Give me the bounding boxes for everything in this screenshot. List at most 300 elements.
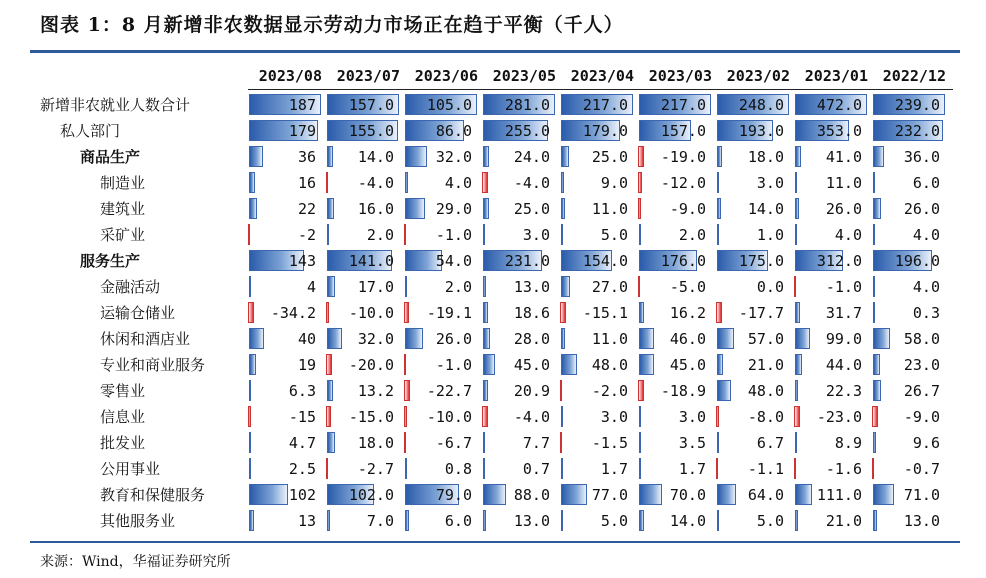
table-cell — [326, 248, 400, 274]
cell-value: 6.3 — [288, 382, 316, 400]
cell-value: 1.0 — [756, 226, 784, 244]
table-cell — [716, 456, 790, 482]
positive-data-bar — [639, 224, 641, 245]
cell-value: 41.0 — [825, 148, 862, 166]
table-cell — [404, 118, 478, 144]
cell-value: 3.5 — [678, 434, 706, 452]
cell-value: 217.0 — [660, 96, 706, 114]
positive-data-bar — [873, 432, 876, 453]
cell-value: 88.0 — [513, 486, 550, 504]
cell-value: -8.0 — [747, 408, 784, 426]
cell-value: 25.0 — [513, 200, 550, 218]
table-cell — [872, 456, 946, 482]
table-cell — [482, 222, 556, 248]
cell-value: 32.0 — [357, 330, 394, 348]
table-cell — [482, 274, 556, 300]
cell-value: 4 — [306, 278, 316, 296]
table-cell — [326, 404, 400, 430]
table-cell — [638, 248, 712, 274]
table-cell — [638, 378, 712, 404]
positive-data-bar — [561, 224, 563, 245]
cell-value: -4.0 — [357, 174, 394, 192]
cell-value: 217.0 — [582, 96, 628, 114]
table-cell — [560, 508, 634, 534]
cell-value: 24.0 — [513, 148, 550, 166]
positive-data-bar — [795, 328, 810, 349]
table-cell — [794, 404, 868, 430]
positive-data-bar — [639, 432, 641, 453]
cell-value: 79.0 — [435, 486, 472, 504]
table-cell — [248, 222, 322, 248]
table-cell — [404, 456, 478, 482]
table-cell — [404, 508, 478, 534]
positive-data-bar — [873, 198, 881, 219]
table-cell — [872, 326, 946, 352]
table-cell — [638, 326, 712, 352]
row-label: 运输仓储业 — [100, 304, 176, 322]
row-label: 休闲和酒店业 — [100, 330, 191, 348]
cell-value: 231.0 — [504, 252, 550, 270]
row-label: 批发业 — [100, 434, 146, 452]
cell-value: 6.0 — [912, 174, 940, 192]
positive-data-bar — [249, 146, 263, 167]
row-label: 其他服务业 — [100, 512, 176, 530]
cell-value: 248.0 — [738, 96, 784, 114]
table-cell — [716, 352, 790, 378]
table-cell — [872, 222, 946, 248]
negative-data-bar — [326, 302, 329, 323]
table-cell — [794, 196, 868, 222]
positive-data-bar — [639, 302, 644, 323]
table-cell — [248, 326, 322, 352]
positive-data-bar — [717, 172, 719, 193]
table-cell — [248, 248, 322, 274]
cell-value: -15 — [288, 408, 316, 426]
table-cell — [560, 300, 634, 326]
table-cell — [404, 92, 478, 118]
cell-value: 44.0 — [825, 356, 862, 374]
table-cell — [404, 352, 478, 378]
positive-data-bar — [249, 276, 251, 297]
table-cell — [248, 404, 322, 430]
cell-value: 9.0 — [600, 174, 628, 192]
cell-value: -1.0 — [435, 226, 472, 244]
positive-data-bar — [717, 380, 731, 401]
cell-value: 312.0 — [816, 252, 862, 270]
negative-data-bar — [638, 146, 644, 167]
cell-value: 23.0 — [903, 356, 940, 374]
row-label: 公用事业 — [100, 460, 161, 478]
cell-value: 36.0 — [903, 148, 940, 166]
table-cell — [560, 118, 634, 144]
cell-value: 255.0 — [504, 122, 550, 140]
row-label: 商品生产 — [80, 148, 141, 166]
positive-data-bar — [561, 172, 564, 193]
table-cell — [404, 300, 478, 326]
positive-data-bar — [795, 380, 798, 401]
positive-data-bar — [249, 510, 254, 531]
negative-data-bar — [716, 302, 722, 323]
negative-data-bar — [716, 458, 718, 479]
cell-value: 14.0 — [357, 148, 394, 166]
positive-data-bar — [873, 380, 881, 401]
cell-value: 5.0 — [600, 512, 628, 530]
negative-data-bar — [872, 458, 874, 479]
cell-value: 176.0 — [660, 252, 706, 270]
positive-data-bar — [405, 146, 427, 167]
table-cell — [716, 300, 790, 326]
table-cell — [482, 508, 556, 534]
cell-value: 14.0 — [747, 200, 784, 218]
cell-value: 22 — [297, 200, 316, 218]
positive-data-bar — [405, 510, 409, 531]
table-cell — [482, 482, 556, 508]
cell-value: 45.0 — [513, 356, 550, 374]
cell-value: -20.0 — [348, 356, 394, 374]
cell-value: 7.0 — [366, 512, 394, 530]
negative-data-bar — [638, 172, 642, 193]
cell-value: 14.0 — [669, 512, 706, 530]
table-cell — [872, 248, 946, 274]
negative-data-bar — [248, 302, 254, 323]
table-cell — [248, 482, 322, 508]
row-label: 新增非农就业人数合计 — [40, 96, 191, 114]
positive-data-bar — [795, 198, 799, 219]
table-cell — [248, 352, 322, 378]
table-cell — [482, 118, 556, 144]
cell-value: -15.1 — [582, 304, 628, 322]
table-cell — [248, 92, 322, 118]
table-cell — [560, 222, 634, 248]
table-cell — [560, 378, 634, 404]
negative-data-bar — [404, 354, 406, 375]
cell-value: 46.0 — [669, 330, 706, 348]
table-cell — [872, 92, 946, 118]
table-cell — [248, 456, 322, 482]
table-cell — [326, 222, 400, 248]
negative-data-bar — [404, 432, 406, 453]
table-cell — [248, 196, 322, 222]
table-cell — [872, 196, 946, 222]
cell-value: -18.9 — [660, 382, 706, 400]
positive-data-bar — [795, 432, 797, 453]
negative-data-bar — [404, 302, 409, 323]
positive-data-bar — [873, 172, 875, 193]
positive-data-bar — [249, 380, 251, 401]
table-cell — [794, 144, 868, 170]
table-cell — [404, 326, 478, 352]
table-cell — [716, 508, 790, 534]
positive-data-bar — [483, 484, 506, 505]
positive-data-bar — [405, 276, 407, 297]
positive-data-bar — [483, 146, 489, 167]
cell-value: 25.0 — [591, 148, 628, 166]
positive-data-bar — [873, 484, 894, 505]
table-cell — [716, 222, 790, 248]
table-cell — [404, 222, 478, 248]
positive-data-bar — [873, 510, 877, 531]
column-header: 2022/12 — [882, 67, 946, 85]
cell-value: 4.0 — [444, 174, 472, 192]
table-cell — [638, 508, 712, 534]
cell-value: 4.0 — [912, 226, 940, 244]
table-cell — [326, 326, 400, 352]
table-cell — [638, 456, 712, 482]
positive-data-bar — [717, 224, 719, 245]
positive-data-bar — [639, 510, 644, 531]
cell-value: 2.5 — [288, 460, 316, 478]
table-cell — [326, 274, 400, 300]
table-cell — [794, 456, 868, 482]
table-cell — [326, 508, 400, 534]
positive-data-bar — [483, 328, 490, 349]
positive-data-bar — [249, 198, 257, 219]
cell-value: 3.0 — [600, 408, 628, 426]
cell-value: 18.0 — [747, 148, 784, 166]
positive-data-bar — [717, 198, 721, 219]
positive-data-bar — [873, 146, 884, 167]
table-cell — [482, 144, 556, 170]
table-cell — [638, 352, 712, 378]
cell-value: 9.6 — [912, 434, 940, 452]
bottom-rule — [30, 541, 960, 543]
cell-value: 99.0 — [825, 330, 862, 348]
table-cell — [326, 482, 400, 508]
negative-data-bar — [716, 406, 719, 427]
negative-data-bar — [326, 458, 328, 479]
negative-data-bar — [404, 224, 406, 245]
positive-data-bar — [717, 432, 719, 453]
cell-value: 40 — [297, 330, 316, 348]
cell-value: 5.0 — [756, 512, 784, 530]
cell-value: 21.0 — [825, 512, 862, 530]
row-label: 专业和商业服务 — [100, 356, 206, 374]
cell-value: 105.0 — [426, 96, 472, 114]
cell-value: -4.0 — [513, 174, 550, 192]
table-cell — [560, 144, 634, 170]
positive-data-bar — [639, 354, 654, 375]
positive-data-bar — [717, 484, 736, 505]
positive-data-bar — [249, 172, 255, 193]
cell-value: 31.7 — [825, 304, 862, 322]
table-cell — [404, 248, 478, 274]
cell-value: 13.2 — [357, 382, 394, 400]
negative-data-bar — [872, 406, 878, 427]
cell-value: -12.0 — [660, 174, 706, 192]
positive-data-bar — [327, 224, 329, 245]
cell-value: 18.6 — [513, 304, 550, 322]
positive-data-bar — [795, 146, 801, 167]
table-cell — [482, 170, 556, 196]
cell-value: 2.0 — [444, 278, 472, 296]
positive-data-bar — [795, 484, 812, 505]
negative-data-bar — [638, 198, 641, 219]
cell-value: -1.6 — [825, 460, 862, 478]
positive-data-bar — [327, 432, 335, 453]
table-title: 图表 1：8 月新增非农数据显示劳动力市场正在趋于平衡（千人） — [40, 14, 624, 36]
cell-value: 175.0 — [738, 252, 784, 270]
table-cell — [248, 378, 322, 404]
positive-data-bar — [795, 354, 802, 375]
positive-data-bar — [717, 510, 719, 531]
table-cell — [872, 274, 946, 300]
column-header: 2023/07 — [336, 67, 400, 85]
cell-value: 64.0 — [747, 486, 784, 504]
column-header: 2023/06 — [414, 67, 478, 85]
table-cell — [482, 378, 556, 404]
cell-value: 3.0 — [678, 408, 706, 426]
table-cell — [872, 508, 946, 534]
table-cell — [872, 144, 946, 170]
cell-value: 19 — [297, 356, 316, 374]
table-cell — [404, 404, 478, 430]
negative-data-bar — [404, 406, 407, 427]
positive-data-bar — [249, 458, 251, 479]
cell-value: 6.7 — [756, 434, 784, 452]
table-cell — [638, 118, 712, 144]
column-header: 2023/05 — [492, 67, 556, 85]
cell-value: 3.0 — [756, 174, 784, 192]
cell-value: 17.0 — [357, 278, 394, 296]
table-cell — [326, 170, 400, 196]
positive-data-bar — [873, 276, 875, 297]
cell-value: 102.0 — [348, 486, 394, 504]
positive-data-bar — [795, 302, 800, 323]
table-cell — [404, 274, 478, 300]
table-cell — [482, 326, 556, 352]
positive-data-bar — [405, 328, 423, 349]
table-cell — [326, 118, 400, 144]
cell-value: -1.5 — [591, 434, 628, 452]
table-cell — [638, 144, 712, 170]
table-cell — [872, 430, 946, 456]
table-cell — [326, 456, 400, 482]
table-cell — [482, 404, 556, 430]
cell-value: -22.7 — [426, 382, 472, 400]
column-header: 2023/04 — [570, 67, 634, 85]
positive-data-bar — [873, 302, 875, 323]
negative-data-bar — [248, 406, 251, 427]
table-cell — [716, 118, 790, 144]
table-cell — [716, 404, 790, 430]
table-cell — [404, 196, 478, 222]
positive-data-bar — [405, 198, 425, 219]
cell-value: 58.0 — [903, 330, 940, 348]
negative-data-bar — [248, 224, 250, 245]
cell-value: -2 — [297, 226, 316, 244]
positive-data-bar — [483, 432, 485, 453]
row-label: 服务生产 — [80, 252, 141, 270]
cell-value: 21.0 — [747, 356, 784, 374]
table-cell — [248, 508, 322, 534]
cell-value: 45.0 — [669, 356, 706, 374]
cell-value: 57.0 — [747, 330, 784, 348]
cell-value: 28.0 — [513, 330, 550, 348]
cell-value: 86.0 — [435, 122, 472, 140]
positive-data-bar — [483, 380, 488, 401]
positive-data-bar — [639, 458, 641, 479]
table-cell — [794, 92, 868, 118]
negative-data-bar — [560, 302, 566, 323]
table-cell — [716, 430, 790, 456]
table-cell — [560, 430, 634, 456]
positive-data-bar — [717, 328, 734, 349]
negative-data-bar — [404, 380, 410, 401]
cell-value: 13.0 — [513, 512, 550, 530]
cell-value: 77.0 — [591, 486, 628, 504]
table-cell — [404, 170, 478, 196]
column-header: 2023/01 — [804, 67, 868, 85]
cell-value: 13.0 — [903, 512, 940, 530]
positive-data-bar — [561, 510, 563, 531]
positive-data-bar — [795, 510, 798, 531]
negative-data-bar — [326, 172, 328, 193]
cell-value: 154.0 — [582, 252, 628, 270]
table-cell — [638, 92, 712, 118]
table-cell — [482, 92, 556, 118]
table-cell — [404, 144, 478, 170]
table-cell — [326, 92, 400, 118]
cell-value: -19.0 — [660, 148, 706, 166]
cell-value: 29.0 — [435, 200, 472, 218]
table-cell — [560, 404, 634, 430]
positive-data-bar — [561, 484, 587, 505]
cell-value: -6.7 — [435, 434, 472, 452]
cell-value: 0.3 — [912, 304, 940, 322]
positive-data-bar — [561, 146, 569, 167]
cell-value: 48.0 — [591, 356, 628, 374]
table-cell — [404, 430, 478, 456]
cell-value: 5.0 — [600, 226, 628, 244]
table-cell — [716, 92, 790, 118]
table-cell — [794, 248, 868, 274]
positive-data-bar — [249, 328, 264, 349]
positive-data-bar — [483, 198, 489, 219]
table-cell — [716, 378, 790, 404]
positive-data-bar — [639, 406, 641, 427]
positive-data-bar — [717, 146, 722, 167]
cell-value: -15.0 — [348, 408, 394, 426]
table-cell — [560, 326, 634, 352]
table-cell — [638, 404, 712, 430]
cell-value: -2.7 — [357, 460, 394, 478]
cell-value: 48.0 — [747, 382, 784, 400]
positive-data-bar — [639, 484, 662, 505]
table-cell — [560, 274, 634, 300]
row-label: 制造业 — [100, 174, 146, 192]
cell-value: 8.9 — [834, 434, 862, 452]
positive-data-bar — [327, 276, 335, 297]
cell-value: 26.0 — [903, 200, 940, 218]
positive-data-bar — [327, 146, 333, 167]
table-cell — [326, 196, 400, 222]
table-cell — [872, 482, 946, 508]
positive-data-bar — [483, 224, 485, 245]
column-header: 2023/03 — [648, 67, 712, 85]
cell-value: 3.0 — [522, 226, 550, 244]
row-label: 建筑业 — [100, 200, 146, 218]
table-cell — [482, 430, 556, 456]
positive-data-bar — [249, 432, 251, 453]
positive-data-bar — [561, 276, 570, 297]
table-cell — [872, 118, 946, 144]
cell-value: -0.7 — [903, 460, 940, 478]
cell-value: 102 — [288, 486, 316, 504]
negative-data-bar — [326, 406, 331, 427]
cell-value: -10.0 — [426, 408, 472, 426]
cell-value: 193.0 — [738, 122, 784, 140]
table-cell — [248, 274, 322, 300]
